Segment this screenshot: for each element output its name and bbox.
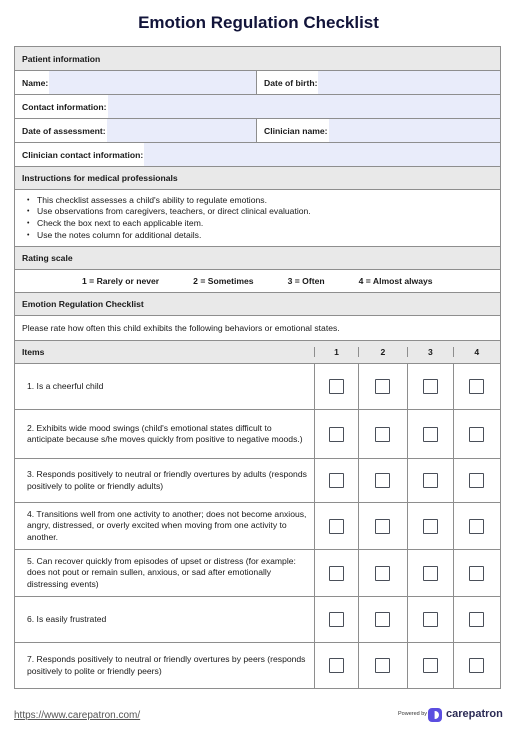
item-text: 3. Responds positively to neutral or friendly overtures by adults (responds positively to polite or friendly adults) [27,469,307,491]
rating-3-checkbox[interactable] [423,612,438,627]
rating-1-checkbox[interactable] [329,473,344,488]
rating-2-checkbox[interactable] [375,566,390,581]
table-row [15,596,500,642]
instruction-item: • Use observations from caregivers, teachers, or direct clinical evaluation. [27,206,500,218]
clinician-name-input[interactable] [329,119,500,142]
rating-4-checkbox[interactable] [469,566,484,581]
instructions-body [15,189,500,246]
clinician-contact-label: Clinician contact information: [22,149,144,160]
rating-2-checkbox[interactable] [375,379,390,394]
rating-3-checkbox[interactable] [423,658,438,673]
rating-3-checkbox[interactable] [423,473,438,488]
item-text: 6. Is easily frustrated [27,613,107,624]
rating-3-checkbox[interactable] [423,519,438,534]
instruction-item: • This checklist assesses a child's ability to regulate emotions. [27,195,500,207]
rating-level: 1 = Rarely or never [82,276,160,286]
rating-4-checkbox[interactable] [469,427,484,442]
table-row [15,409,500,458]
rating-1-checkbox[interactable] [329,566,344,581]
rating-1-checkbox[interactable] [329,427,344,442]
rating-level: 4 = Almost always [358,276,433,286]
assessment-date-field [15,119,256,142]
clinician-name-label: Clinician name: [264,125,328,136]
name-label: Name: [22,77,49,88]
powered-by-text: Powered by [398,711,428,717]
rating-level: 2 = Sometimes [193,276,254,286]
items-table-header [15,340,500,363]
clinician-name-field [256,119,500,142]
item-text: 4. Transitions well from one activity to another; does not become anxious, angry, distressed, or overly excited when moving from one activity to another. [27,508,307,542]
instruction-item: • Use the notes column for additional details. [27,230,500,242]
clinician-contact-input[interactable] [144,143,500,166]
instruction-item: • Check the box next to each applicable item. [27,218,500,230]
item-text: 2. Exhibits wide mood swings (child's emotional states difficult to anticipate because s/he moves quickly from positive to negative moods.) [27,422,303,444]
rating-4-column-header: 4 [453,347,500,357]
contact-field [15,95,500,118]
item-text: 7. Responds positively to neutral or friendly overtures by peers (responds positively to polite or friendly peers) [27,654,306,676]
dob-field [256,71,500,94]
clinician-contact-row [15,142,500,166]
contact-label: Contact information: [22,101,107,112]
table-row [15,502,500,549]
contact-input[interactable] [108,95,501,118]
rating-3-checkbox[interactable] [423,427,438,442]
rating-scale-header: Rating scale [15,246,500,269]
table-row [15,458,500,502]
name-dob-row [15,70,500,94]
rating-2-checkbox[interactable] [375,427,390,442]
carepatron-brand-text: carepatron [446,708,503,720]
rating-1-column-header: 1 [314,347,358,357]
rating-3-checkbox[interactable] [423,566,438,581]
checklist-header: Emotion Regulation Checklist [15,292,500,315]
checklist-intro: Please rate how often this child exhibits the following behaviors or emotional states. [15,315,500,340]
rating-1-checkbox[interactable] [329,612,344,627]
instructions-list [27,195,500,241]
rating-2-checkbox[interactable] [375,658,390,673]
rating-scale-levels [15,269,500,292]
dob-label: Date of birth: [264,77,318,88]
rating-4-checkbox[interactable] [469,519,484,534]
instructions-header: Instructions for medical professionals [15,166,500,189]
name-input[interactable] [49,71,256,94]
rating-3-checkbox[interactable] [423,379,438,394]
rating-4-checkbox[interactable] [469,612,484,627]
table-row [15,642,500,688]
items-column-header: Items [22,347,45,357]
rating-2-checkbox[interactable] [375,612,390,627]
rating-2-checkbox[interactable] [375,473,390,488]
rating-4-checkbox[interactable] [469,379,484,394]
item-text: 1. Is a cheerful child [27,380,104,391]
item-text: 5. Can recover quickly from episodes of upset or distress (for example: does not pout or remain sullen, anxious, or sad after emotionally distressing events) [27,555,296,589]
rating-1-checkbox[interactable] [329,519,344,534]
patient-info-header: Patient information [15,47,500,70]
checklist-form [14,46,501,689]
rating-2-checkbox[interactable] [375,519,390,534]
rating-1-checkbox[interactable] [329,658,344,673]
carepatron-logo-icon [428,708,442,722]
table-row [15,549,500,596]
assessment-clinician-row [15,118,500,142]
carepatron-website-link[interactable]: https://www.carepatron.com/ [14,710,141,721]
contact-row [15,94,500,118]
assessment-date-label: Date of assessment: [22,125,106,136]
name-field [15,71,256,94]
rating-level: 3 = Often [287,276,325,286]
dob-input[interactable] [318,71,500,94]
table-row [15,363,500,409]
clinician-contact-field [15,143,500,166]
assessment-date-input[interactable] [107,119,256,142]
rating-1-checkbox[interactable] [329,379,344,394]
rating-2-column-header: 2 [358,347,407,357]
rating-3-column-header: 3 [407,347,452,357]
rating-4-checkbox[interactable] [469,473,484,488]
rating-4-checkbox[interactable] [469,658,484,673]
page-title: Emotion Regulation Checklist [138,13,379,32]
